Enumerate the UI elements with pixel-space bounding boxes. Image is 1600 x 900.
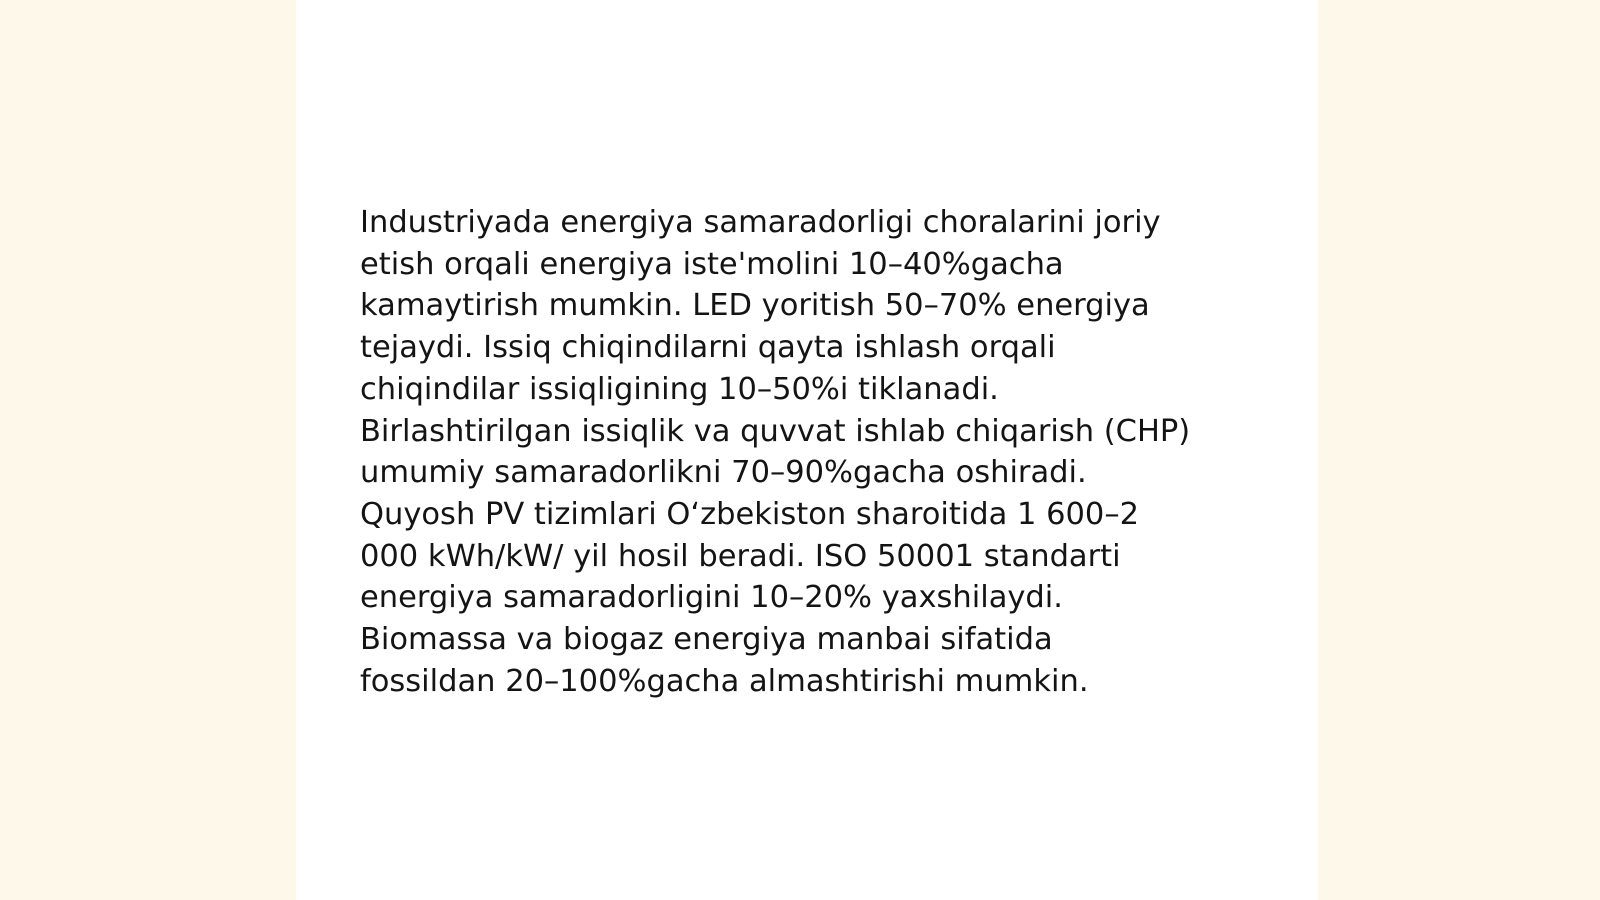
slide-page	[296, 0, 1318, 900]
slide-body-text: Industriyada energiya samaradorligi choralarini joriy etish orqali energiya iste'molini 10–40%gacha kamaytirish mumkin. LED yoritish 50–70% energiya tejaydi. Issiq chiqindilarni qayta ishlash orqali chiqindilar issiqligining 10–50%i tiklanadi. Birlashtirilgan issiqlik va quvvat ishlab chiqarish (CHP) umumiy samaradorlikni 70–90%gacha oshiradi. Quyosh PV tizimlari O‘zbekiston sharoitida 1 600–2 000 kWh/kW/ yil hosil beradi. ISO 50001 standarti energiya samaradorligini 10–20% yaxshilaydi. Biomassa va biogaz energiya manbai sifatida fossildan 20–100%gacha almashtirishi mumkin.	[360, 205, 1191, 699]
